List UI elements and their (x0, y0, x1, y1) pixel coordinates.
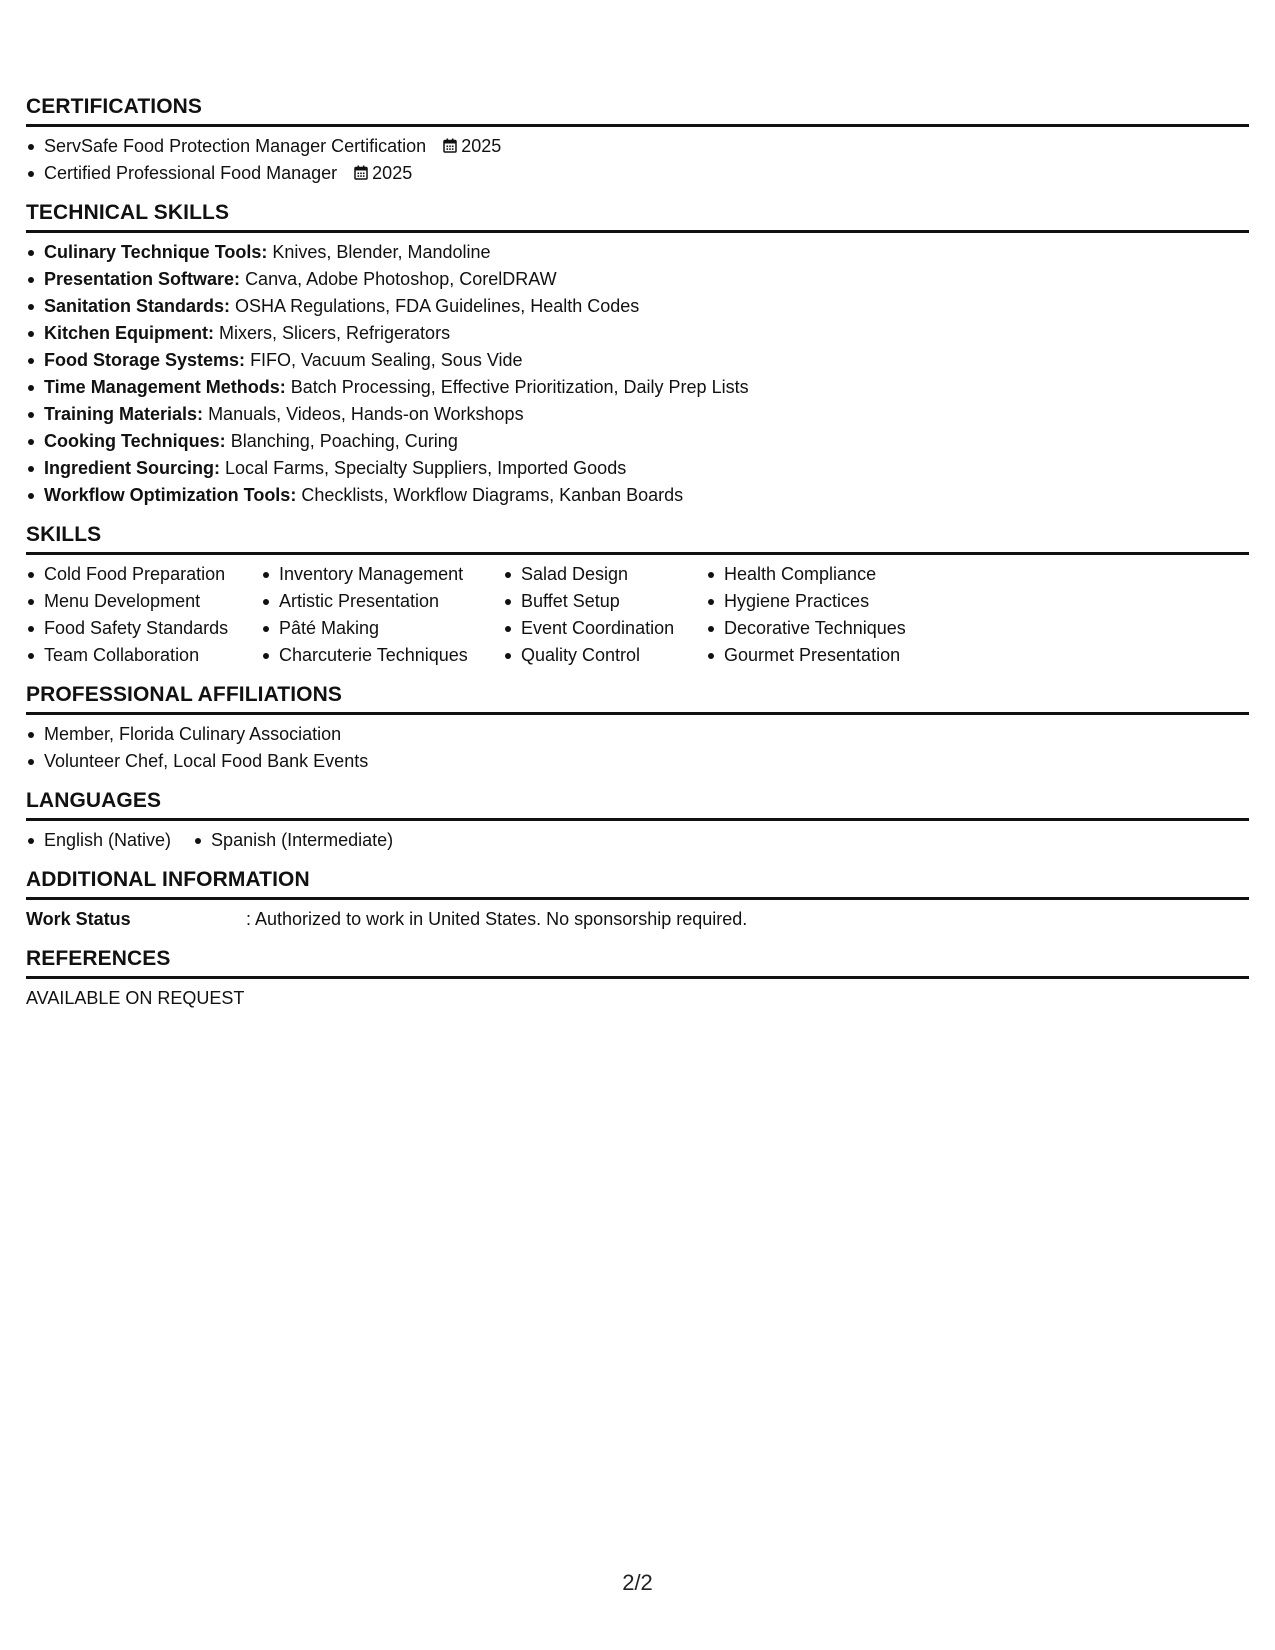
skill-item: Salad Design (503, 561, 706, 588)
language-item: Spanish (Intermediate) (193, 827, 393, 854)
technical-skill-label: Ingredient Sourcing: (44, 458, 221, 478)
additional-information-section (26, 867, 1249, 933)
skill-item: Artistic Presentation (261, 588, 503, 615)
languages-list (26, 827, 1249, 854)
certification-name: Certified Professional Food Manager (44, 163, 338, 183)
technical-skill-label: Presentation Software: (44, 269, 241, 289)
technical-skill-value: Manuals, Videos, Hands-on Workshops (208, 404, 524, 424)
certification-item (26, 160, 1249, 187)
certification-year: 2025 (372, 163, 413, 183)
section-title-additional-information: ADDITIONAL INFORMATION (26, 867, 1249, 900)
skill-item: Food Safety Standards (26, 615, 261, 642)
calendar-icon (443, 138, 457, 153)
technical-skill-value: Mixers, Slicers, Refrigerators (219, 323, 451, 343)
technical-skill-item (26, 320, 1249, 347)
skills-column (503, 561, 706, 669)
technical-skill-item (26, 293, 1249, 320)
skill-item: Pâté Making (261, 615, 503, 642)
section-title-languages: LANGUAGES (26, 788, 1249, 821)
technical-skill-item (26, 266, 1249, 293)
resume-page (26, 94, 1249, 1025)
skill-item: Charcuterie Techniques (261, 642, 503, 669)
calendar-icon (354, 165, 368, 180)
technical-skill-value: Batch Processing, Effective Prioritization, Daily Prep Lists (290, 377, 749, 397)
technical-skill-label: Kitchen Equipment: (44, 323, 214, 343)
technical-skill-item (26, 401, 1249, 428)
technical-skill-item (26, 455, 1249, 482)
affiliations-section (26, 682, 1249, 775)
technical-skill-label: Food Storage Systems: (44, 350, 246, 370)
skills-column (706, 561, 946, 669)
technical-skill-item (26, 347, 1249, 374)
section-title-affiliations: PROFESSIONAL AFFILIATIONS (26, 682, 1249, 715)
technical-skill-value: FIFO, Vacuum Sealing, Sous Vide (250, 350, 523, 370)
skill-item: Inventory Management (261, 561, 503, 588)
references-text: AVAILABLE ON REQUEST (26, 988, 245, 1008)
certification-name: ServSafe Food Protection Manager Certification (44, 136, 427, 156)
skill-item: Decorative Techniques (706, 615, 946, 642)
skill-item: Team Collaboration (26, 642, 261, 669)
technical-skill-label: Culinary Technique Tools: (44, 242, 268, 262)
skill-item: Health Compliance (706, 561, 946, 588)
technical-skill-label: Cooking Techniques: (44, 431, 226, 451)
skill-item: Hygiene Practices (706, 588, 946, 615)
skill-item: Gourmet Presentation (706, 642, 946, 669)
affiliation-item: Volunteer Chef, Local Food Bank Events (26, 748, 1249, 775)
section-title-references: REFERENCES (26, 946, 1249, 979)
technical-skill-value: Canva, Adobe Photoshop, CorelDRAW (245, 269, 557, 289)
technical-skill-value: Checklists, Workflow Diagrams, Kanban Boards (301, 485, 684, 505)
technical-skill-item (26, 428, 1249, 455)
technical-skill-item (26, 482, 1249, 509)
technical-skill-value: OSHA Regulations, FDA Guidelines, Health Codes (235, 296, 640, 316)
technical-skill-label: Workflow Optimization Tools: (44, 485, 297, 505)
skills-section (26, 522, 1249, 669)
language-item: English (Native) (26, 827, 171, 854)
technical-skill-value: Local Farms, Specialty Suppliers, Imported Goods (225, 458, 627, 478)
certification-year: 2025 (461, 136, 502, 156)
technical-skill-item (26, 374, 1249, 401)
technical-skill-item (26, 239, 1249, 266)
work-status-value: : Authorized to work in United States. No sponsorship required. (246, 909, 748, 929)
technical-skill-label: Sanitation Standards: (44, 296, 231, 316)
skills-column (26, 561, 261, 669)
skills-column (261, 561, 503, 669)
section-title-certifications: CERTIFICATIONS (26, 94, 1249, 127)
affiliation-item: Member, Florida Culinary Association (26, 721, 1249, 748)
technical-skill-label: Training Materials: (44, 404, 204, 424)
affiliations-list (26, 721, 1249, 775)
page-number: 2/2 (622, 1570, 653, 1595)
work-status-label: Work Status (26, 909, 131, 929)
work-status-row (26, 906, 1249, 933)
technical-skill-value: Knives, Blender, Mandoline (272, 242, 491, 262)
certification-item (26, 133, 1249, 160)
section-title-skills: SKILLS (26, 522, 1249, 555)
technical-skill-label: Time Management Methods: (44, 377, 286, 397)
skill-item: Cold Food Preparation (26, 561, 261, 588)
references-section (26, 946, 1249, 1012)
technical-skill-value: Blanching, Poaching, Curing (230, 431, 458, 451)
certifications-section (26, 94, 1249, 187)
skill-item: Quality Control (503, 642, 706, 669)
skill-item: Event Coordination (503, 615, 706, 642)
languages-section (26, 788, 1249, 854)
skill-item: Menu Development (26, 588, 261, 615)
technical-skills-section (26, 200, 1249, 509)
technical-skills-list (26, 239, 1249, 509)
skills-grid (26, 561, 1249, 669)
certifications-list (26, 133, 1249, 187)
skill-item: Buffet Setup (503, 588, 706, 615)
section-title-technical-skills: TECHNICAL SKILLS (26, 200, 1249, 233)
